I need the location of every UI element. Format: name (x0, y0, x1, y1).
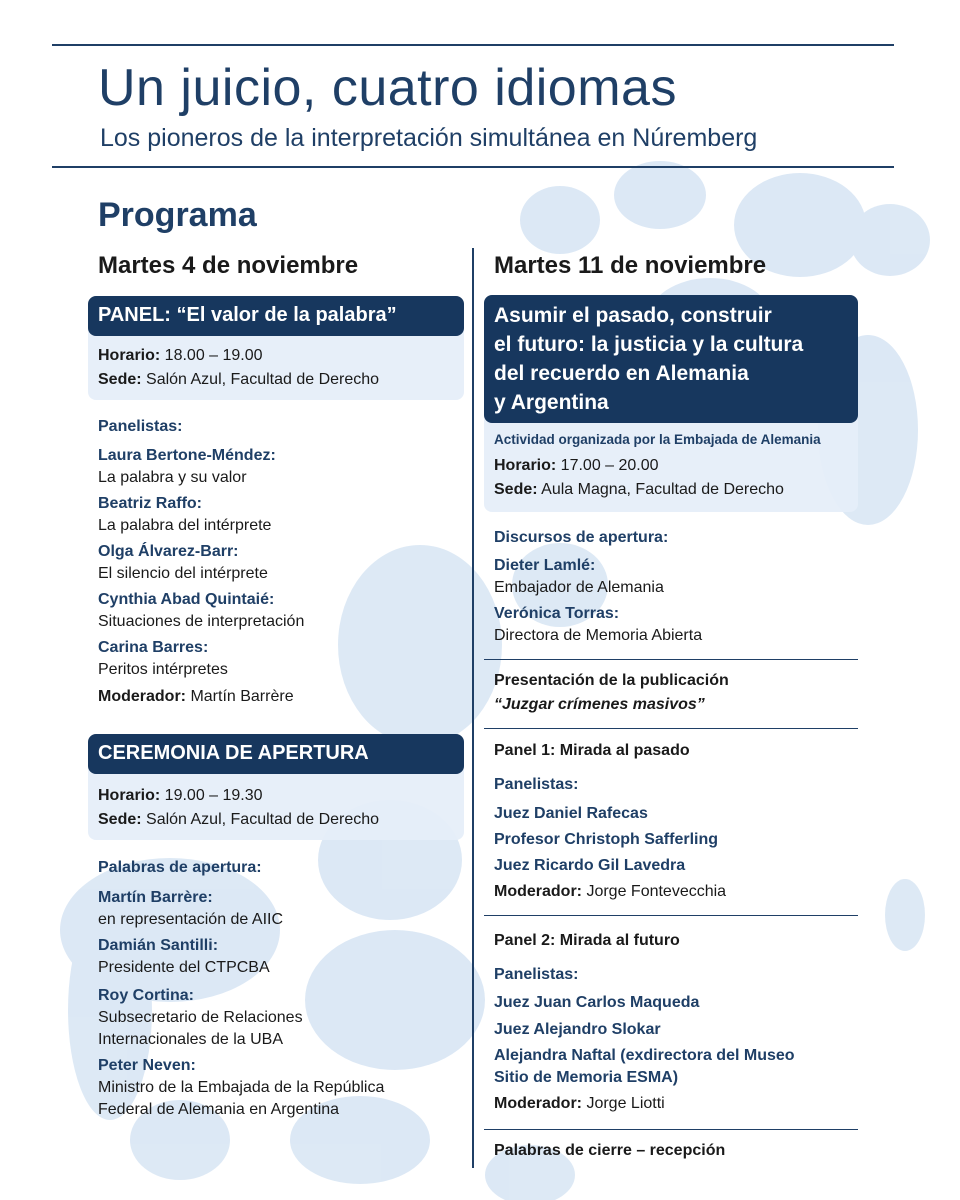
panelist-name: Beatriz Raffo: (98, 495, 203, 512)
panelist-topic: El silencio del intérprete (98, 565, 268, 582)
presentacion-line: Presentación de la publicación (494, 672, 729, 689)
right-day-heading: Martes 11 de noviembre (494, 252, 767, 279)
panelist-name: Cynthia Abad Quintaié: (98, 591, 275, 608)
panelist-name: Juez Ricardo Gil Lavedra (494, 857, 686, 874)
ceremonia-horario: Horario: 19.00 – 19.30 (98, 787, 263, 804)
speaker-name: Martín Barrère: (98, 889, 213, 906)
speaker-role: Ministro de la Embajada de la República (98, 1079, 385, 1096)
speaker-role: Subsecretario de Relaciones (98, 1009, 303, 1026)
panelist-name: Juez Juan Carlos Maqueda (494, 994, 700, 1011)
programa-heading: Programa (98, 196, 257, 234)
panel-sede: Sede: Salón Azul, Facultad de Derecho (98, 371, 380, 388)
right-panel-title-banner (484, 295, 858, 423)
cierre-line: Palabras de cierre – recepción (494, 1142, 726, 1159)
speaker-role: en representación de AIIC (98, 911, 284, 928)
page-title: Un juicio, cuatro idiomas (98, 59, 677, 117)
speaker-name: Verónica Torras: (494, 605, 620, 622)
speaker-role: Embajador de Alemania (494, 579, 664, 596)
panelist-name: Laura Bertone-Méndez: (98, 447, 276, 464)
right-panel-title-line: del recuerdo en Alemania (494, 362, 749, 385)
panelistas-label: Panelistas: (98, 418, 183, 435)
panelist-name: Alejandra Naftal (exdirectora del Museo (494, 1047, 795, 1064)
panel-title-banner: PANEL: “El valor de la palabra” (88, 296, 464, 336)
header-bottom-rule (52, 166, 894, 168)
right-panel-title-line: el futuro: la justicia y la cultura (494, 333, 804, 356)
speaker-name: Roy Cortina: (98, 987, 194, 1004)
right-panel-title-line: Asumir el pasado, construir (494, 304, 772, 327)
speaker-name: Dieter Lamlé: (494, 557, 596, 574)
panelist-topic: La palabra del intérprete (98, 517, 272, 534)
panel2-moderador: Moderador: Jorge Liotti (494, 1095, 665, 1112)
panelist-name: Sitio de Memoria ESMA) (494, 1069, 679, 1086)
panel1-panelistas-label: Panelistas: (494, 776, 579, 793)
palabras-apertura-label: Palabras de apertura: (98, 859, 262, 876)
section-divider (484, 728, 858, 729)
panel-moderador: Moderador: Martín Barrère (98, 688, 294, 705)
speaker-role: Directora de Memoria Abierta (494, 627, 703, 644)
speaker-role: Federal de Alemania en Argentina (98, 1101, 340, 1118)
panel1-title: Panel 1: Mirada al pasado (494, 742, 690, 759)
panelist-name: Juez Daniel Rafecas (494, 805, 648, 822)
page-subtitle: Los pioneros de la interpretación simultánea en Núremberg (100, 124, 758, 152)
section-divider (484, 659, 858, 660)
panel2-panelistas-label: Panelistas: (494, 966, 579, 983)
ceremonia-sede: Sede: Salón Azul, Facultad de Derecho (98, 811, 380, 828)
organizer-note: Actividad organizada por la Embajada de Alemania (494, 432, 821, 447)
panelist-topic: Peritos intérpretes (98, 661, 228, 678)
section-divider (484, 1129, 858, 1130)
panelist-name: Carina Barres: (98, 639, 209, 656)
ceremonia-title-banner: CEREMONIA DE APERTURA (88, 734, 464, 774)
discursos-label: Discursos de apertura: (494, 529, 669, 546)
right-panel-sede: Sede: Aula Magna, Facultad de Derecho (494, 481, 784, 498)
panelist-name: Juez Alejandro Slokar (494, 1021, 661, 1038)
panelist-topic: La palabra y su valor (98, 469, 247, 486)
column-divider (472, 248, 474, 1168)
panel2-title: Panel 2: Mirada al futuro (494, 932, 680, 949)
panel1-moderador: Moderador: Jorge Fontevecchia (494, 883, 727, 900)
right-panel-horario: Horario: 17.00 – 20.00 (494, 457, 659, 474)
speaker-role: Presidente del CTPCBA (98, 959, 270, 976)
panel-horario: Horario: 18.00 – 19.00 (98, 347, 263, 364)
speaker-role: Internacionales de la UBA (98, 1031, 283, 1048)
left-day-heading: Martes 4 de noviembre (98, 252, 359, 279)
top-rule (52, 44, 894, 46)
panelist-name: Profesor Christoph Safferling (494, 831, 719, 848)
section-divider (484, 915, 858, 916)
panelist-topic: Situaciones de interpretación (98, 613, 305, 630)
publication-title: “Juzgar crímenes masivos” (494, 696, 705, 713)
speaker-name: Damián Santilli: (98, 937, 219, 954)
panelist-name: Olga Álvarez-Barr: (98, 543, 239, 560)
right-panel-title-line: y Argentina (494, 391, 609, 414)
speaker-name: Peter Neven: (98, 1057, 196, 1074)
